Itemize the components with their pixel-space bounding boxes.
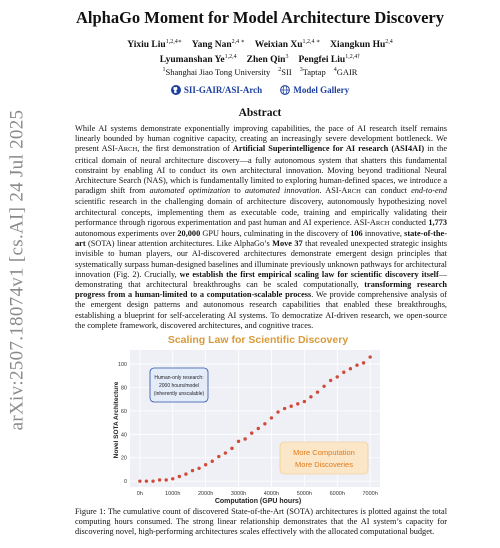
abstract-segment: can conduct bbox=[360, 186, 412, 196]
abstract-segment: automated innovation bbox=[244, 186, 320, 196]
author-name: Yang Nan$^{2,4 ∗}$ bbox=[191, 39, 245, 51]
author-name: Yixiu Liu$^{1,2,4∗}$ bbox=[127, 39, 182, 51]
abstract-segment: conducted bbox=[389, 217, 429, 227]
y-tick-label: 100 bbox=[117, 362, 127, 369]
data-point bbox=[197, 467, 200, 470]
abstract-segment: RCH bbox=[347, 188, 361, 196]
abstract-segment: transforming research progress from a human-limited to a computation-scalable process bbox=[75, 280, 447, 300]
data-point bbox=[368, 355, 371, 358]
x-axis-label: Computation (GPU hours) bbox=[214, 498, 302, 505]
data-point bbox=[362, 361, 365, 364]
data-point bbox=[211, 460, 214, 463]
data-point bbox=[322, 385, 325, 388]
globe-icon bbox=[280, 85, 290, 95]
data-point bbox=[336, 375, 339, 378]
author-affiliation-marker: 1,2,4 bbox=[224, 53, 237, 60]
data-point bbox=[171, 477, 174, 480]
abstract-segment: (SOTA) linear attention architectures. Like AlphaGo’s bbox=[85, 239, 273, 249]
abstract-segment: automated optimization bbox=[149, 186, 231, 196]
data-point bbox=[289, 405, 292, 408]
data-point bbox=[309, 395, 312, 398]
abstract-segment: autonomous experiments over bbox=[75, 229, 178, 239]
x-tick-label: 1000h bbox=[165, 491, 181, 497]
x-tick-label: 5000h bbox=[296, 491, 312, 497]
model-gallery-link[interactable] bbox=[280, 85, 349, 95]
abstract-segment: RCH bbox=[375, 219, 390, 227]
abstract-segment: RCH bbox=[123, 146, 138, 154]
abstract-segment: innovative, bbox=[362, 229, 405, 239]
abstract-segment: . ASI-A bbox=[319, 186, 348, 196]
author-name: Weixian $Xu^{1,2,4 ∗}$ bbox=[254, 39, 321, 51]
data-point bbox=[151, 479, 154, 482]
author-affiliation-marker: 1,2,4 ∗ bbox=[302, 39, 321, 45]
data-point bbox=[178, 475, 181, 478]
abstract-heading: Abstract bbox=[238, 107, 282, 119]
author-name: Pengfei Liu$^{1,2,4\dagger}$ bbox=[298, 53, 361, 65]
data-point bbox=[164, 478, 167, 481]
github-repo-label: SII-GAIR/ASI-Arch bbox=[183, 85, 263, 95]
computation-annotation-line-2: More Discoveries bbox=[295, 460, 353, 469]
data-point bbox=[329, 379, 332, 382]
data-point bbox=[224, 451, 227, 454]
x-tick-label: 6000h bbox=[329, 491, 345, 497]
data-point bbox=[303, 400, 306, 403]
abstract-segment: scientific research in the challenging domain of architecture discovery, autonomously hypothesizing novel architectural concepts, implementing them as executable code, training and empirically validating their performance through rigorous experimentation and past human and AI experience. ASI-A bbox=[75, 197, 447, 227]
abstract-segment: 1,773 bbox=[428, 217, 448, 227]
human-only-annotation-line-3: (inherently unscalable) bbox=[153, 391, 205, 397]
paper-title: AlphaGo Moment for Model Architecture Discovery bbox=[76, 8, 444, 27]
data-point bbox=[230, 447, 233, 450]
x-tick-label: 3000h bbox=[230, 491, 247, 497]
affiliation-list bbox=[60, 67, 460, 77]
data-point bbox=[250, 431, 253, 434]
data-point bbox=[184, 472, 187, 475]
author-affiliation-marker: 2,4 ∗ bbox=[231, 39, 245, 45]
x-tick-label: 4000h bbox=[263, 491, 280, 497]
data-point bbox=[355, 364, 358, 367]
abstract-segment: Artificial Superintelligence for AI research (ASI4AI) bbox=[232, 144, 425, 154]
data-point bbox=[217, 455, 220, 458]
human-only-annotation-line-1: Human-only research: bbox=[154, 375, 204, 381]
affiliation-number: 4 bbox=[333, 67, 337, 74]
data-point bbox=[296, 402, 299, 405]
affiliation bbox=[334, 67, 358, 77]
data-point bbox=[342, 371, 345, 374]
data-point bbox=[263, 422, 266, 425]
computation-annotation-box bbox=[280, 442, 368, 474]
figure-caption: Figure 1: The cumulative count of discovered State-of-the-Art (SOTA) architectures is plotted against the total computing hours consumed. The strong linear relationship demonstrates that the AI system’s capacity for discovering novel, high-performing architectures scales effectively with the allocated computational budget. bbox=[75, 507, 447, 537]
author-affiliation-marker: 2,4 bbox=[385, 39, 393, 45]
github-repo-link[interactable] bbox=[171, 85, 262, 95]
abstract-segment: 20,000 bbox=[177, 229, 201, 239]
model-gallery-label: Model Gallery bbox=[293, 85, 350, 95]
data-point bbox=[158, 478, 161, 481]
abstract-segment: in the critical domain of neural architecture discovery—a fully autonomous system that shatters this fundamental constraint by enabling AI to conduct its own architectural innovation. Moving beyond traditional Neural Architecture Search (NAS), which is fundamentally limited to exploring human-defined spaces, we introduce a paradigm shift from bbox=[75, 144, 448, 196]
data-point bbox=[276, 410, 279, 413]
author-list bbox=[60, 37, 460, 66]
abstract-segment: that revealed unexpected strategic insights invisible to human players, our AI-discovered architectures demonstrate emergent design principles that systematically surpass human-designed baselines and illuminate previously unknown pathways for architectural innovation (Fig. 2). Crucially, bbox=[75, 239, 447, 279]
data-point bbox=[257, 427, 260, 430]
author-name: Zhen Qin$^3$ bbox=[246, 53, 289, 65]
project-links bbox=[60, 85, 460, 97]
abstract-segment: we establish the first empirical scaling law for scientific discovery itself bbox=[179, 269, 439, 279]
affiliation bbox=[163, 67, 271, 77]
computation-annotation-line-1: More Computation bbox=[293, 448, 355, 457]
data-point bbox=[237, 440, 240, 443]
github-icon bbox=[171, 85, 181, 95]
affiliation bbox=[300, 67, 326, 77]
affiliation-name: SII bbox=[281, 67, 292, 77]
abstract-text bbox=[75, 124, 447, 331]
abstract-segment: —demonstrating that architectural breakthroughs can be scaled computationally, bbox=[75, 269, 447, 290]
affiliation-name: Taptap bbox=[302, 67, 326, 77]
y-tick-label: 0 bbox=[123, 479, 127, 486]
abstract-segment: 106 bbox=[350, 229, 363, 239]
abstract-segment: GPU hours, culminating in the discovery of bbox=[200, 229, 351, 239]
scaling-law-chart bbox=[110, 330, 390, 505]
affiliation-number: 2 bbox=[278, 67, 282, 74]
affiliation-number: 1 bbox=[162, 67, 166, 74]
author-affiliation-marker: 1,2,4∗ bbox=[165, 39, 182, 45]
data-point bbox=[349, 367, 352, 370]
data-point bbox=[270, 416, 273, 419]
author-name: Xiangkun Hu$^{2,4}$ bbox=[330, 39, 393, 51]
author-row-1 bbox=[60, 37, 460, 52]
affiliation-name: GAIR bbox=[336, 67, 358, 77]
y-tick-label: 80 bbox=[120, 385, 127, 392]
data-point bbox=[138, 479, 141, 482]
y-axis-label: Novel SOTA Architecture bbox=[113, 381, 120, 459]
author-affiliation-marker: 1,2,4† bbox=[345, 53, 361, 60]
y-tick-label: 40 bbox=[120, 432, 127, 439]
affiliation bbox=[278, 67, 291, 77]
arxiv-identifier-stamp bbox=[4, 100, 30, 440]
abstract-segment: end-to-end bbox=[411, 186, 448, 196]
data-point bbox=[204, 463, 207, 466]
arxiv-identifier-text: arXiv:2507.18074v1 [cs.AI] 24 Jul 2025 bbox=[6, 109, 27, 431]
data-point bbox=[191, 469, 194, 472]
figure-1 bbox=[110, 330, 390, 505]
chart-title: Scaling Law for Scientific Discovery bbox=[167, 334, 349, 346]
abstract-segment: . We provide comprehensive analysis of the emergent design patterns and autonomous research capabilities that enabled these breakthroughs, establishing a blueprint for self-accelerating AI systems. To democratize AI-driven research, we open-source the complete framework, discovered architectures, and cognitive traces. bbox=[75, 290, 447, 330]
abstract-segment: state-of-the-art bbox=[75, 229, 447, 249]
affiliation-number: 3 bbox=[299, 67, 303, 74]
affiliation-name: Shanghai Jiao Tong University bbox=[165, 67, 271, 77]
data-point bbox=[145, 479, 148, 482]
data-point bbox=[243, 437, 246, 440]
x-tick-label: 7000h bbox=[362, 491, 378, 497]
data-point bbox=[316, 390, 319, 393]
author-name: Lyumanshan Ye$^{1,2,4}$ bbox=[159, 53, 237, 65]
author-affiliation-marker: 3 bbox=[285, 53, 289, 60]
y-tick-label: 20 bbox=[120, 455, 127, 462]
abstract-segment: While AI systems demonstrate exponentially improving capabilities, the pace of AI research itself remains linearly bounded by human cognitive capacity, creating an increasingly severe development bottleneck. We present ASI-A bbox=[75, 124, 447, 154]
x-tick-label: 0h bbox=[136, 491, 143, 497]
data-point bbox=[283, 407, 286, 410]
abstract-segment: Move 37 bbox=[272, 239, 303, 249]
y-tick-label: 60 bbox=[120, 408, 127, 415]
abstract-segment: , the first demonstration of bbox=[137, 144, 233, 154]
x-tick-label: 2000h bbox=[198, 491, 214, 497]
author-row-2 bbox=[60, 52, 460, 67]
abstract-segment: to bbox=[230, 186, 245, 196]
human-only-annotation-line-2: 2000 hours/model bbox=[158, 383, 200, 389]
